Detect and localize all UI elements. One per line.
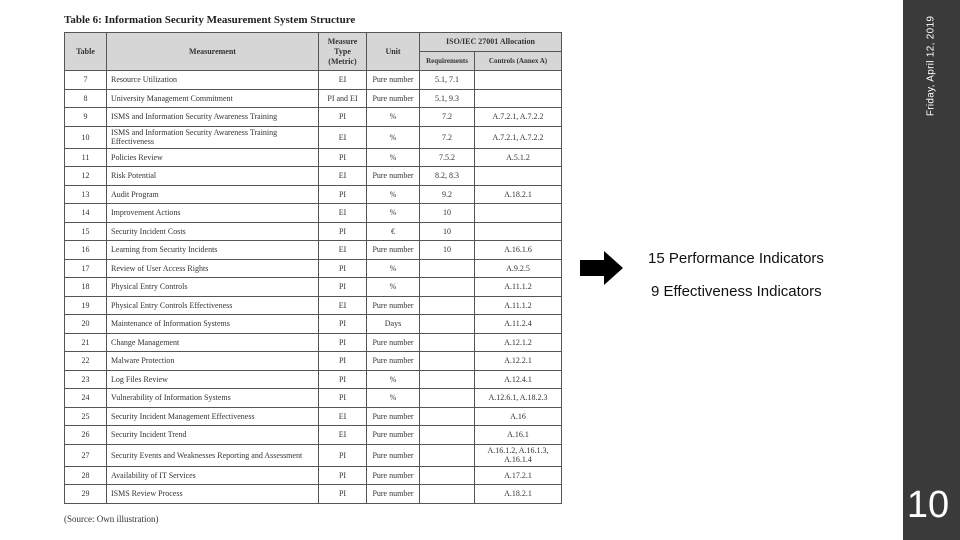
row-requirements: [420, 426, 475, 445]
row-requirements: [420, 485, 475, 504]
row-number: 13: [65, 185, 107, 204]
row-controls: [475, 167, 562, 186]
row-measurement: Learning from Security Incidents: [107, 241, 319, 260]
row-measure-type: PI: [319, 315, 367, 334]
table-row: [65, 352, 562, 371]
row-unit: %: [367, 185, 420, 204]
table-row: [65, 426, 562, 445]
table-row: [65, 315, 562, 334]
row-measurement: Audit Program: [107, 185, 319, 204]
row-requirements: 5.1, 7.1: [420, 71, 475, 90]
row-controls: A.12.1.2: [475, 333, 562, 352]
row-number: 11: [65, 148, 107, 167]
row-controls: A.9.2.5: [475, 259, 562, 278]
row-number: 14: [65, 204, 107, 223]
table-body: [65, 71, 562, 504]
row-number: 8: [65, 89, 107, 108]
row-requirements: [420, 466, 475, 485]
row-measure-type: PI: [319, 185, 367, 204]
row-controls: A.17.2.1: [475, 466, 562, 485]
row-unit: %: [367, 259, 420, 278]
row-measurement: Risk Potential: [107, 167, 319, 186]
row-measure-type: PI: [319, 333, 367, 352]
row-measure-type: EI: [319, 407, 367, 426]
row-requirements: [420, 296, 475, 315]
row-unit: Days: [367, 315, 420, 334]
row-measure-type: EI: [319, 204, 367, 223]
performance-indicators-label: 15 Performance Indicators: [648, 250, 824, 267]
row-unit: Pure number: [367, 466, 420, 485]
row-measurement: Policies Review: [107, 148, 319, 167]
row-controls: A.7.2.1, A.7.2.2: [475, 126, 562, 148]
row-number: 17: [65, 259, 107, 278]
row-controls: A.16.1.2, A.16.1.3, A.16.1.4: [475, 444, 562, 466]
table-row: [65, 333, 562, 352]
row-controls: A.11.1.2: [475, 278, 562, 297]
row-number: 9: [65, 108, 107, 127]
row-unit: %: [367, 370, 420, 389]
header-measure-type: Measure Type (Metric): [319, 33, 367, 71]
row-number: 28: [65, 466, 107, 485]
row-unit: Pure number: [367, 407, 420, 426]
row-measurement: ISMS and Information Security Awareness Training Effectiveness: [107, 126, 319, 148]
row-controls: A.18.2.1: [475, 485, 562, 504]
row-requirements: [420, 333, 475, 352]
row-number: 22: [65, 352, 107, 371]
row-controls: A.16: [475, 407, 562, 426]
row-requirements: [420, 444, 475, 466]
row-measurement: Maintenance of Information Systems: [107, 315, 319, 334]
row-measurement: University Management Commitment: [107, 89, 319, 108]
row-measure-type: EI: [319, 426, 367, 445]
row-measure-type: PI: [319, 108, 367, 127]
row-number: 16: [65, 241, 107, 260]
row-controls: A.12.2.1: [475, 352, 562, 371]
row-number: 27: [65, 444, 107, 466]
row-measurement: ISMS and Information Security Awareness Training: [107, 108, 319, 127]
row-measurement: Vulnerability of Information Systems: [107, 389, 319, 408]
measurement-table: [64, 32, 562, 504]
row-unit: %: [367, 204, 420, 223]
row-controls: A.5.1.2: [475, 148, 562, 167]
table-title: Table 6: Information Security Measurement System Structure: [64, 14, 356, 26]
header-unit: Unit: [367, 33, 420, 71]
effectiveness-indicators-label: 9 Effectiveness Indicators: [651, 283, 822, 300]
row-requirements: [420, 389, 475, 408]
row-controls: A.18.2.1: [475, 185, 562, 204]
table-row: [65, 389, 562, 408]
row-requirements: 9.2: [420, 185, 475, 204]
row-unit: %: [367, 278, 420, 297]
row-measurement: Availability of IT Services: [107, 466, 319, 485]
table-row: [65, 466, 562, 485]
row-requirements: 7.2: [420, 126, 475, 148]
row-number: 19: [65, 296, 107, 315]
table-row: [65, 167, 562, 186]
header-measurement: Measurement: [107, 33, 319, 71]
row-measurement: ISMS Review Process: [107, 485, 319, 504]
row-controls: [475, 204, 562, 223]
row-unit: %: [367, 389, 420, 408]
table-source: (Source: Own illustration): [64, 514, 159, 524]
row-requirements: 10: [420, 204, 475, 223]
row-requirements: [420, 352, 475, 371]
row-unit: %: [367, 126, 420, 148]
header-requirements: Requirements: [420, 52, 475, 71]
table-row: [65, 296, 562, 315]
row-unit: %: [367, 108, 420, 127]
row-number: 12: [65, 167, 107, 186]
row-requirements: [420, 370, 475, 389]
row-requirements: 5.1, 9.3: [420, 89, 475, 108]
row-measure-type: PI: [319, 370, 367, 389]
row-measure-type: PI: [319, 259, 367, 278]
row-number: 21: [65, 333, 107, 352]
table-row: [65, 485, 562, 504]
row-requirements: 10: [420, 222, 475, 241]
row-measurement: Improvement Actions: [107, 204, 319, 223]
row-measurement: Security Incident Management Effectiveness: [107, 407, 319, 426]
row-requirements: 7.2: [420, 108, 475, 127]
header-table: Table: [65, 33, 107, 71]
row-requirements: [420, 278, 475, 297]
row-unit: Pure number: [367, 241, 420, 260]
row-number: 18: [65, 278, 107, 297]
page-number: 10: [906, 484, 950, 526]
row-measurement: Security Events and Weaknesses Reporting and Assessment: [107, 444, 319, 466]
row-unit: Pure number: [367, 426, 420, 445]
row-controls: [475, 89, 562, 108]
row-number: 29: [65, 485, 107, 504]
row-requirements: [420, 315, 475, 334]
row-measure-type: PI: [319, 222, 367, 241]
row-measure-type: EI: [319, 126, 367, 148]
row-controls: A.16.1.6: [475, 241, 562, 260]
row-measure-type: PI: [319, 389, 367, 408]
row-measurement: Log Files Review: [107, 370, 319, 389]
date-label: Friday, April 12, 2019: [925, 15, 937, 117]
table-row: [65, 278, 562, 297]
row-unit: Pure number: [367, 352, 420, 371]
row-unit: Pure number: [367, 296, 420, 315]
row-unit: Pure number: [367, 333, 420, 352]
row-unit: Pure number: [367, 485, 420, 504]
row-number: 25: [65, 407, 107, 426]
row-controls: A.16.1: [475, 426, 562, 445]
row-measurement: Review of User Access Rights: [107, 259, 319, 278]
row-measure-type: EI: [319, 241, 367, 260]
table-row: [65, 241, 562, 260]
row-unit: €: [367, 222, 420, 241]
table-row: [65, 204, 562, 223]
row-measure-type: PI: [319, 278, 367, 297]
row-controls: A.11.1.2: [475, 296, 562, 315]
row-unit: Pure number: [367, 71, 420, 90]
table-row: [65, 148, 562, 167]
row-controls: A.7.2.1, A.7.2.2: [475, 108, 562, 127]
row-number: 24: [65, 389, 107, 408]
row-measurement: Change Management: [107, 333, 319, 352]
row-controls: [475, 222, 562, 241]
row-measure-type: EI: [319, 167, 367, 186]
row-controls: A.11.2.4: [475, 315, 562, 334]
row-number: 10: [65, 126, 107, 148]
row-unit: %: [367, 148, 420, 167]
header-allocation: ISO/IEC 27001 Allocation: [420, 33, 562, 52]
row-requirements: 8.2, 8.3: [420, 167, 475, 186]
row-unit: Pure number: [367, 167, 420, 186]
table-row: [65, 407, 562, 426]
measurement-table-container: [64, 32, 561, 504]
row-measure-type: PI: [319, 485, 367, 504]
row-unit: Pure number: [367, 444, 420, 466]
row-measure-type: PI: [319, 148, 367, 167]
row-measure-type: EI: [319, 71, 367, 90]
row-requirements: [420, 259, 475, 278]
row-measure-type: EI: [319, 296, 367, 315]
table-row: [65, 108, 562, 127]
row-measurement: Physical Entry Controls Effectiveness: [107, 296, 319, 315]
row-measurement: Physical Entry Controls: [107, 278, 319, 297]
row-requirements: 10: [420, 241, 475, 260]
row-number: 26: [65, 426, 107, 445]
table-row: [65, 444, 562, 466]
row-unit: Pure number: [367, 89, 420, 108]
header-controls: Controls (Annex A): [475, 52, 562, 71]
row-measurement: Security Incident Trend: [107, 426, 319, 445]
row-measure-type: PI: [319, 444, 367, 466]
row-controls: [475, 71, 562, 90]
row-requirements: 7.5.2: [420, 148, 475, 167]
row-measure-type: PI: [319, 466, 367, 485]
row-requirements: [420, 407, 475, 426]
row-measurement: Resource Utilization: [107, 71, 319, 90]
row-number: 7: [65, 71, 107, 90]
right-arrow-icon: [578, 250, 624, 286]
row-controls: A.12.6.1, A.18.2.3: [475, 389, 562, 408]
table-row: [65, 71, 562, 90]
row-number: 15: [65, 222, 107, 241]
table-row: [65, 259, 562, 278]
table-row: [65, 370, 562, 389]
table-row: [65, 89, 562, 108]
row-measurement: Malware Protection: [107, 352, 319, 371]
row-measure-type: PI: [319, 352, 367, 371]
table-row: [65, 185, 562, 204]
table-row: [65, 126, 562, 148]
row-controls: A.12.4.1: [475, 370, 562, 389]
row-measurement: Security Incident Costs: [107, 222, 319, 241]
row-number: 23: [65, 370, 107, 389]
row-number: 20: [65, 315, 107, 334]
row-measure-type: PI and EI: [319, 89, 367, 108]
table-row: [65, 222, 562, 241]
